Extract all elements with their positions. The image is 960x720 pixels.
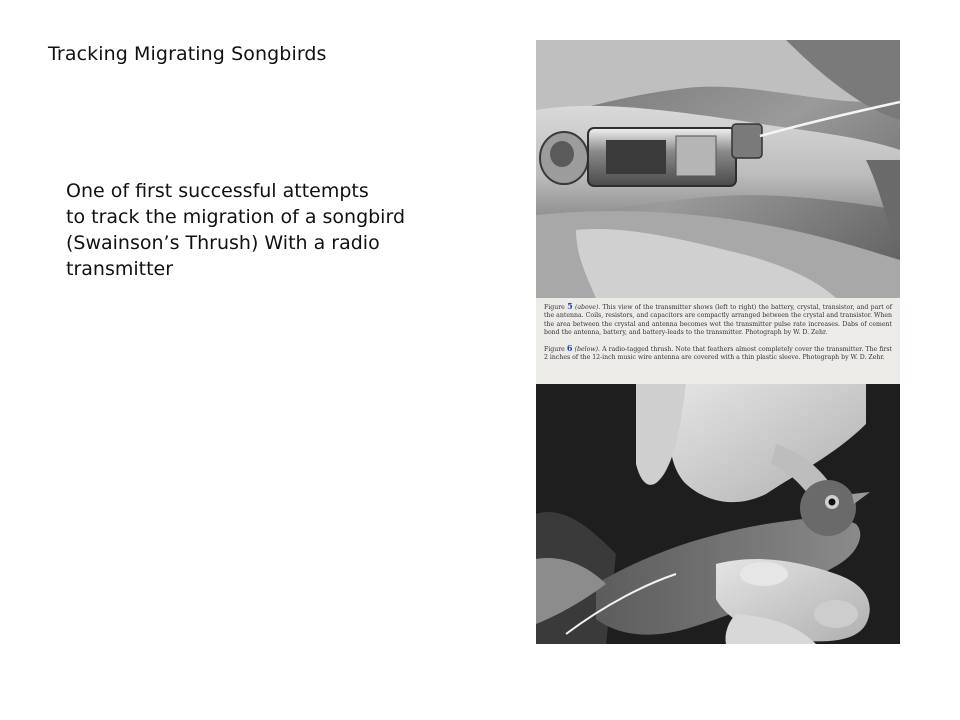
- caption-above: [544, 302, 892, 338]
- book-page-figure: [536, 40, 900, 644]
- thrush-photo: [536, 384, 900, 644]
- caption-tag: (below).: [574, 345, 600, 353]
- body-line: One of first successful attempts: [66, 180, 369, 202]
- caption-below: [544, 344, 892, 363]
- figure-number: 6: [566, 342, 573, 353]
- body-line: to track the migration of a songbird: [66, 206, 406, 228]
- caption-label: Figure: [544, 304, 565, 311]
- body-line: transmitter: [66, 258, 174, 280]
- caption-label: Figure: [544, 345, 565, 353]
- slide-title: Tracking Migrating Songbirds: [48, 43, 327, 65]
- caption-text: A radio-tagged thrush. Note that feathers almost completely cover the transmitter. The first 2 inches of the 12-inch music wire antenna are covered with a thin plastic sleeve. Photograph by W. D. Zehr.: [544, 345, 893, 362]
- body-line: (Swainson’s Thrush) With a radio: [66, 232, 380, 254]
- transmitter-photo: [536, 40, 900, 298]
- caption-tag: (above).: [574, 304, 601, 311]
- figure-number: 5: [567, 301, 573, 311]
- slide-body-text: [66, 178, 466, 282]
- caption-text: This view of the transmitter shows (left to right) the battery, crystal, transistor, and part of the antenna. Coils, resistors, and capacitors are compactly arranged between the crystal and transistor. When the area between the crystal and antenna becomes wet the transmitter pulse rate increases. Dabs of cement bond the antenna, battery, and battery-leads to the transmitter. Photograph by W. D. Zehr.: [544, 304, 893, 337]
- figure-captions: [536, 298, 900, 384]
